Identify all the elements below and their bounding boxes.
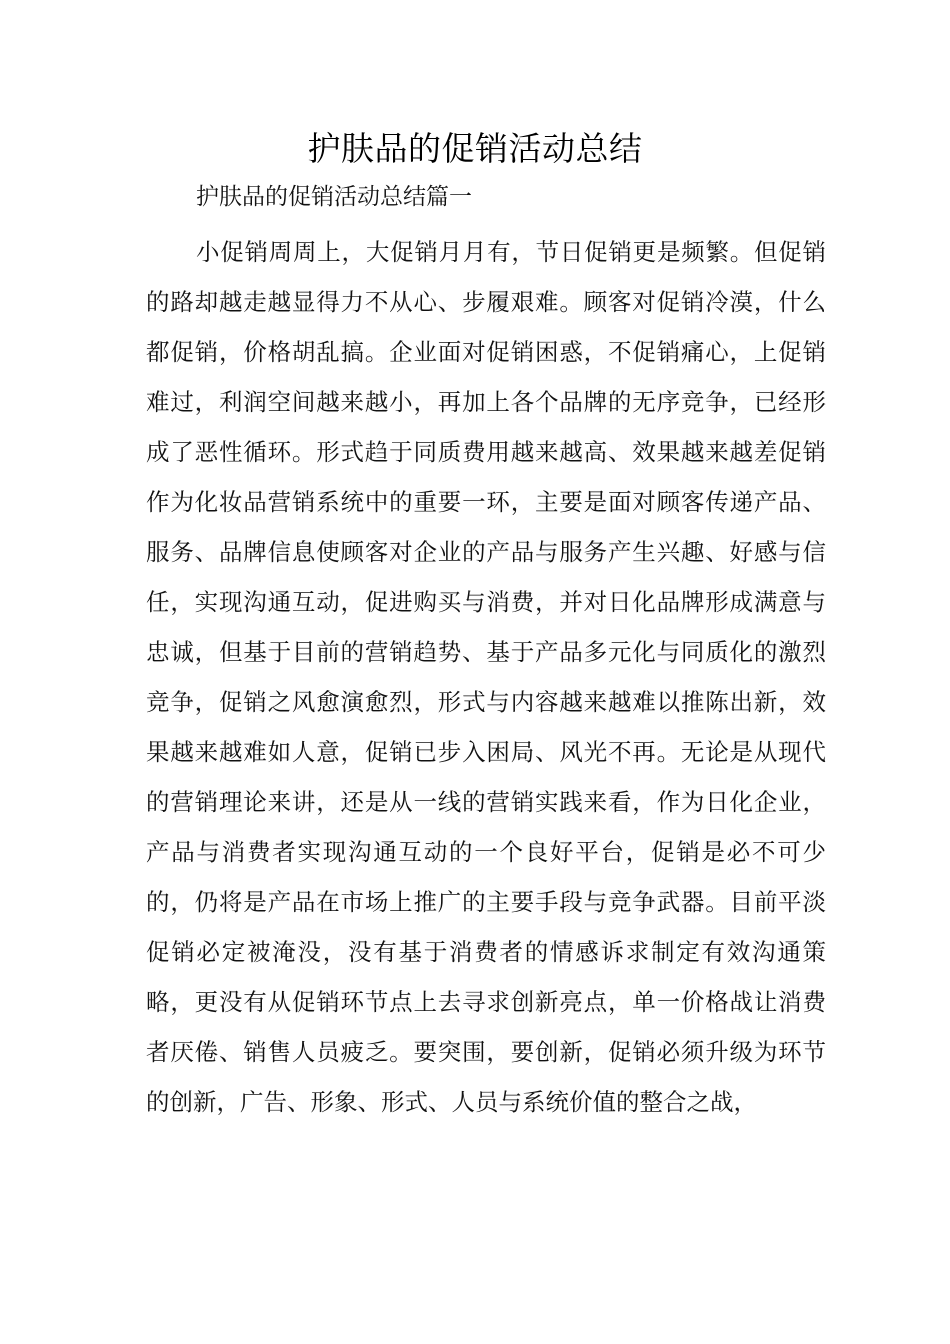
section-heading: 护肤品的促销活动总结篇一 xyxy=(196,184,472,210)
document-title: 护肤品的促销活动总结 xyxy=(307,129,643,168)
body-paragraph: 小促销周周上，大促销月月有，节日促销更是频繁。但促销的路却越走越显得力不从心、步履艰难。顾客对促销冷漠，什么都促销，价格胡乱搞。企业面对促销困惑，不促销痛心，上促销难过，利润空间越来越小，再加上各个品牌的无序竞争，已经形成了恶性循环。形式趋于同质费用越来越高、效果越来越差促销作为化妆品营销系统中的重要一环，主要是面对顾客传递产品、服务、品牌信息使顾客对企业的产品与服务产生兴趣、好感与信任，实现沟通互动，促进购买与消费，并对日化品牌形成满意与忠诚，但基于目前的营销趋势、基于产品多元化与同质化的激烈竞争，促销之风愈演愈烈，形式与内容越来越难以推陈出新，效果越来越难如人意，促销已步入困局、风光不再。无论是从现代的营销理论来讲，还是从一线的营销实践来看，作为日化企业，产品与消费者实现沟通互动的一个良好平台，促销是必不可少的，仍将是产品在市场上推广的主要手段与竞争武器。目前平淡促销必定被淹没，没有基于消费者的情感诉求制定有效沟通策略，更没有从促销环节点上去寻求创新亮点，单一价格战让消费者厌倦、销售人员疲乏。要突围，要创新，促销必须升级为环节的创新，广告、形象、形式、人员与系统价值的整合之战， xyxy=(146,238,826,1116)
